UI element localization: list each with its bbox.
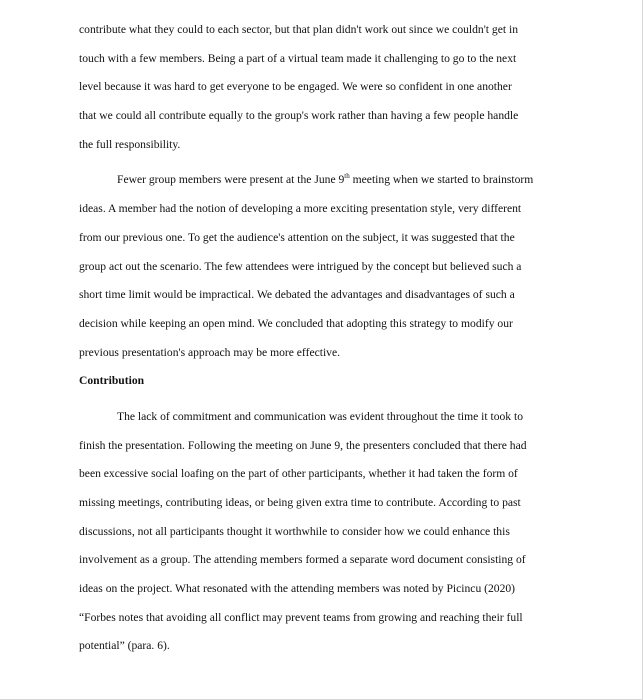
text-line: from our previous one. To get the audience's attention on the subject, it was suggested that the — [79, 230, 515, 244]
text-line: touch with a few members. Being a part of a virtual team made it challenging to go to the next — [79, 51, 517, 65]
text-line: involvement as a group. The attending members formed a separate word document consisting of — [79, 553, 526, 567]
document-body — [79, 16, 567, 661]
text-line: decision while keeping an open mind. We concluded that adopting this strategy to modify our — [79, 316, 513, 330]
paragraph-3 — [79, 403, 567, 661]
text-line: level because it was hard to get everyone to be engaged. We were so confident in one another — [79, 80, 512, 94]
text-line: missing meetings, contributing ideas, or being given extra time to contribute. According to past — [79, 496, 521, 509]
text-line: The lack of commitment and communication was evident throughout the time it took to — [117, 409, 524, 423]
text-fragment: meeting when we started to brainstorm — [349, 173, 534, 187]
text-line: potential” (para. 6). — [79, 639, 170, 653]
text-line: group act out the scenario. The few attendees were intrigued by the concept but believed such a — [79, 259, 522, 273]
text-fragment: Fewer group members were present at the June 9 — [117, 173, 345, 187]
section-heading: Contribution — [79, 374, 145, 388]
paragraph-1 — [79, 16, 567, 159]
text-line: ideas on the project. What resonated with the attending members was noted by Picincu (2020) — [79, 582, 516, 596]
text-line: previous presentation's approach may be more effective. — [79, 345, 341, 359]
paragraph-gap — [79, 159, 567, 166]
ordinal-superscript: th — [344, 171, 350, 180]
paragraph-gap — [79, 396, 567, 403]
text-line: “Forbes notes that avoiding all conflict may prevent teams from growing and reaching their full — [79, 610, 523, 624]
text-line: finish the presentation. Following the meeting on June 9, the presenters concluded that there had — [79, 438, 527, 452]
text-line: ideas. A member had the notion of developing a more exciting presentation style, very different — [79, 202, 522, 216]
text-line: contribute what they could to each sector, but that plan didn't work out since we couldn't get in — [79, 23, 519, 36]
text-line: been excessive social loafing on the part of other participants, whether it had taken the form of — [79, 467, 518, 481]
text-line: the full responsibility. — [79, 137, 181, 151]
text-line — [79, 166, 567, 195]
text-line: discussions, not all participants thought it worthwhile to consider how we could enhance this — [79, 524, 510, 538]
text-line: short time limit would be impractical. We debated the advantages and disadvantages of such a — [79, 288, 515, 302]
paragraph-2 — [79, 166, 567, 367]
text-line: that we could all contribute equally to the group's work rather than having a few people handle — [79, 109, 519, 123]
